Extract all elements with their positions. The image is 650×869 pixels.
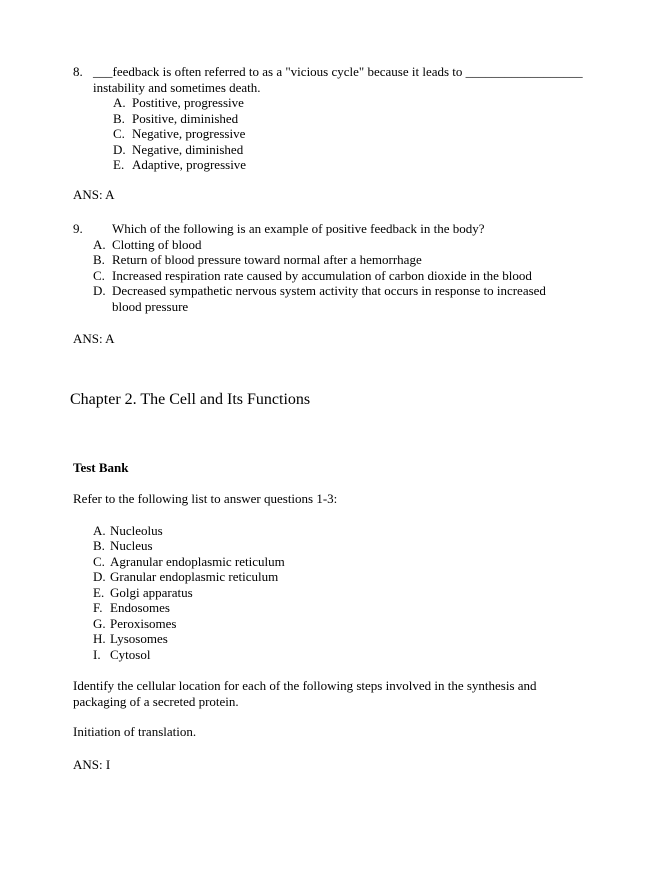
option [113,111,593,127]
option-text: Negative, progressive [132,126,246,141]
list-item [93,631,593,647]
list-item [93,538,593,554]
list-item-letter: D. [93,569,106,584]
list-item-text: Peroxisomes [110,615,177,631]
option [113,157,593,173]
step-prompt: Initiation of translation. [73,724,197,739]
option-letter: A. [113,95,126,110]
list-item-letter: F. [93,600,103,615]
list-item [93,647,593,663]
option-text: Negative, diminished [132,141,244,157]
question-8-number: 8. [73,64,83,79]
question-8-body [93,64,593,173]
list-item [93,569,593,585]
section-heading-test-bank: Test Bank [73,459,129,475]
list-item-text: Granular endoplasmic reticulum [110,569,279,584]
option-letter: D. [113,141,126,157]
question-8 [73,64,593,173]
list-item-text: Cytosol [110,646,151,662]
question-8-options [113,95,593,173]
option [113,126,593,142]
option [93,252,593,268]
question-9-options [93,237,593,315]
list-item-letter: I. [93,646,101,662]
option-text: Positive, diminished [132,110,239,126]
list-item-letter: A. [93,522,106,538]
question-8-prompt-line-1 [93,64,593,80]
option-text: Increased respiration rate caused by accumulation of carbon dioxide in the blood [112,267,532,283]
answer-line-final: ANS: I [73,756,111,772]
question-8-prompt-line-2: instability and sometimes death. [93,79,261,95]
list-item-letter: C. [93,553,105,569]
list-item [93,554,593,570]
blank-lead: ___ [93,64,113,79]
list-item-text: Nucleus [110,538,153,553]
list-item [93,523,593,539]
option-text: Decreased sympathetic nervous system activity that occurs in response to increased blood pressure [112,283,546,314]
answer-line-q9: ANS: A [73,331,115,346]
list-item-letter: H. [93,631,106,646]
option-letter: B. [113,110,125,126]
list-item-text: Endosomes [110,600,170,615]
option-text: Clotting of blood [112,236,202,252]
option-letter: D. [93,283,106,298]
question-9-prompt: Which of the following is an example of positive feedback in the body? [112,221,485,236]
list-item-letter: G. [93,615,106,631]
list-item-text: Nucleolus [110,522,163,538]
answer-line-q8: ANS: A [73,186,115,202]
option [93,237,593,253]
option [113,142,593,158]
option-text: Adaptive, progressive [132,157,247,172]
option-letter: C. [113,126,125,141]
option-letter: A. [93,236,106,252]
option-letter: C. [93,267,105,283]
list-item [93,585,593,601]
list-item [93,616,593,632]
option-letter: E. [113,157,125,172]
chapter-heading: Chapter 2. The Cell and Its Functions [70,390,311,408]
list-item-text: Lysosomes [110,631,168,646]
list-item-letter: B. [93,538,105,553]
list-item-text: Agranular endoplasmic reticulum [110,553,285,569]
list-item-letter: E. [93,584,105,600]
option [113,95,593,111]
question-9 [73,221,593,237]
identify-instruction: Identify the cellular location for each of the following steps involved in the synthesis and packaging of a secreted protein. [73,678,537,709]
page-content [70,64,593,772]
list-item-text: Golgi apparatus [110,584,193,600]
option-text: Return of blood pressure toward normal after a hemorrhage [112,252,422,267]
list-item [93,600,593,616]
blank-tail: __________________ [465,64,583,79]
option-text: Postitive, progressive [132,95,244,110]
refer-instruction: Refer to the following list to answer questions 1-3: [73,491,338,506]
question-9-body [112,221,593,237]
option [93,283,593,314]
organelle-list [93,523,593,663]
question-8-prompt-text: feedback is often referred to as a "vicious cycle" because it leads to [112,64,463,79]
option [93,268,593,284]
question-9-number: 9. [73,221,83,236]
option-letter: B. [93,252,105,267]
